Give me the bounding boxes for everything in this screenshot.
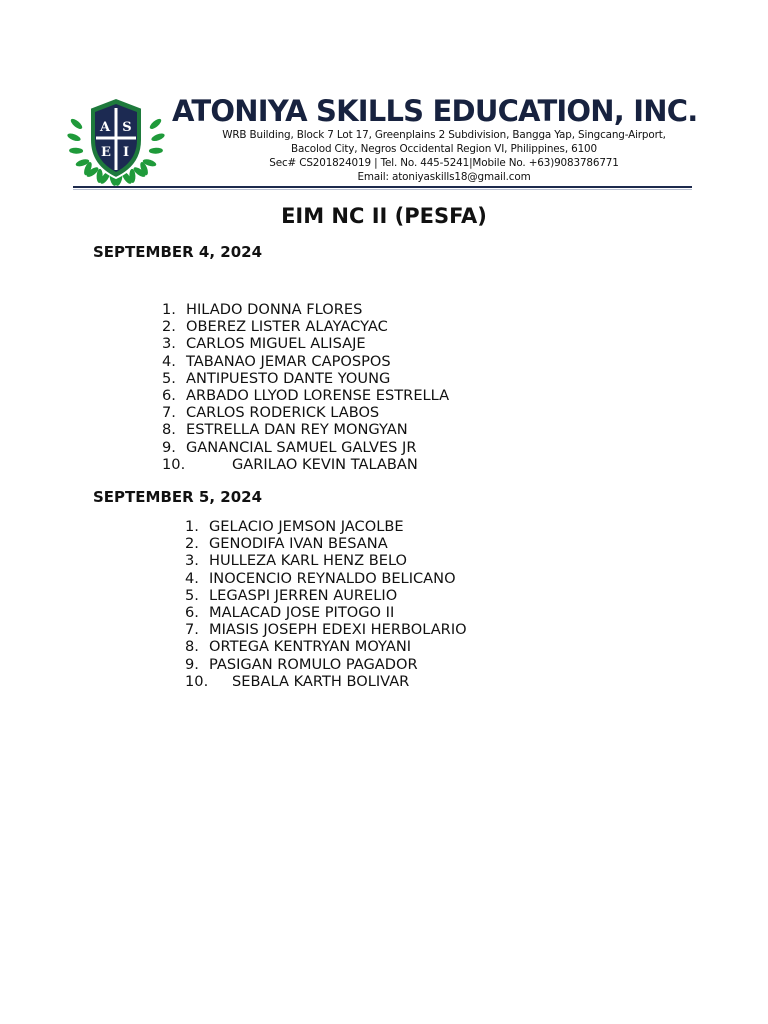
list-item-number: 7. [162, 404, 176, 422]
list-item-name: HULLEZA KARL HENZ BELO [209, 552, 408, 570]
letterhead-divider-shadow [73, 189, 692, 190]
list-item-number: 10. [162, 455, 186, 473]
address-line: Bacolod City, Negros Occidental Region VI, Philippines, 6100 [291, 143, 597, 155]
list-item-number: 2. [185, 535, 199, 553]
list-item-name: SEBALA KARTH BOLIVAR [232, 672, 410, 690]
list-item-number: 4. [185, 569, 199, 587]
registration-line: Sec# CS201824019 | Tel. No. 445-5241|Mobile No. +63)9083786771 [269, 157, 619, 169]
laurel-leaf-icon [66, 132, 81, 143]
list-item-number: 6. [162, 386, 176, 404]
laurel-leaf-icon [69, 147, 83, 153]
list-item-name: PASIGAN ROMULO PAGADOR [209, 655, 418, 673]
letterhead-divider [73, 186, 692, 188]
letterhead [64, 88, 704, 192]
list-item-name: OBEREZ LISTER ALAYACYAC [186, 318, 388, 336]
list-item-name: GANANCIAL SAMUEL GALVES JR [186, 438, 417, 456]
list-item-name: GENODIFA IVAN BESANA [209, 535, 388, 553]
seal-letter: E [101, 145, 111, 160]
section-date-heading: SEPTEMBER 5, 2024 [93, 488, 263, 506]
list-item-number: 6. [185, 603, 199, 621]
list-item-name: LEGASPI JERREN AURELIO [209, 586, 398, 604]
seal-letter: I [122, 145, 130, 160]
list-item-number: 8. [162, 421, 176, 439]
email-line: Email: atoniyaskills18@gmail.com [357, 171, 531, 183]
company-name: ATONIYA SKILLS EDUCATION, INC. [172, 94, 698, 128]
list-item-name: ESTRELLA DAN REY MONGYAN [186, 421, 408, 439]
school-seal-logo [64, 88, 168, 188]
list-item-number: 1. [162, 301, 176, 318]
section-date-heading: SEPTEMBER 4, 2024 [93, 243, 263, 261]
list-item-number: 9. [162, 438, 176, 456]
list-item-name: INOCENCIO REYNALDO BELICANO [209, 569, 456, 587]
list-item-name: GELACIO JEMSON JACOLBE [209, 518, 404, 535]
list-item-number: 1. [185, 518, 199, 535]
list-item-name: CARLOS RODERICK LABOS [186, 404, 380, 422]
laurel-leaf-icon [148, 117, 163, 131]
list-item-name: ARBADO LLYOD LORENSE ESTRELLA [186, 386, 450, 404]
list-item-name: MIASIS JOSEPH EDEXI HERBOLARIO [209, 621, 467, 639]
list-item-name: CARLOS MIGUEL ALISAJE [186, 335, 366, 353]
list-item-number: 5. [185, 586, 199, 604]
list-item-name: ANTIPUESTO DANTE YOUNG [186, 369, 391, 387]
list-item-number: 5. [162, 369, 176, 387]
list-item-number: 7. [185, 621, 199, 639]
laurel-leaf-icon [69, 117, 84, 131]
list-item-number: 9. [185, 655, 199, 673]
list-item-number: 10. [185, 672, 209, 690]
list-item-name: ORTEGA KENTRYAN MOYANI [209, 638, 412, 656]
list-item-name: GARILAO KEVIN TALABAN [232, 455, 418, 473]
list-item-number: 4. [162, 352, 176, 370]
seal-letter: A [99, 120, 111, 135]
document-title: EIM NC II (PESFA) [281, 204, 487, 228]
laurel-leaf-icon [149, 147, 163, 153]
address-block [184, 128, 704, 184]
seal-letter: S [122, 120, 132, 135]
list-item-number: 3. [162, 335, 176, 353]
laurel-leaf-icon [150, 132, 165, 143]
list-item-name: TABANAO JEMAR CAPOSPOS [186, 352, 391, 370]
list-item-number: 3. [185, 552, 199, 570]
list-item-name: HILADO DONNA FLORES [186, 301, 363, 318]
address-line: WRB Building, Block 7 Lot 17, Greenplains 2 Subdivision, Bangga Yap, Singcang-Airport, [222, 129, 666, 141]
list-item-number: 2. [162, 318, 176, 336]
list-item-number: 8. [185, 638, 199, 656]
list-item-name: MALACAD JOSE PITOGO II [209, 603, 395, 621]
